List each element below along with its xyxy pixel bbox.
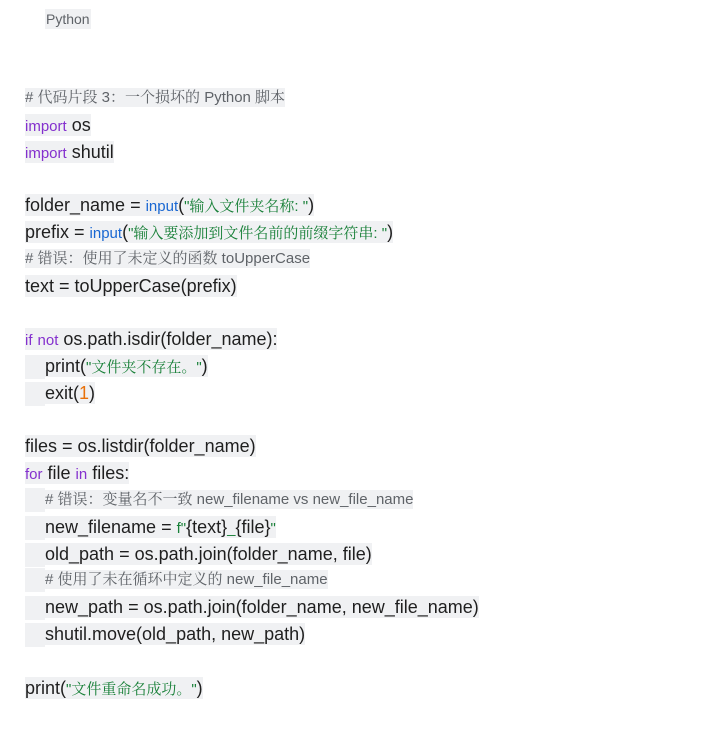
code-line — [25, 621, 479, 648]
code-line — [25, 273, 479, 300]
code-token: files = os.listdir(folder_name) — [25, 436, 256, 457]
code-token: prefix = — [25, 221, 90, 242]
code-line — [25, 139, 479, 166]
code-block — [25, 85, 479, 701]
code-line-text — [45, 382, 95, 404]
code-token: ) — [196, 677, 203, 698]
code-line-text — [25, 114, 91, 136]
code-token: {text} — [186, 516, 228, 537]
code-token: shutil.move(old_path, new_path) — [45, 623, 306, 644]
blank-line — [25, 407, 479, 434]
code-line — [25, 192, 479, 219]
code-line — [25, 85, 479, 112]
code-line-text — [45, 623, 305, 645]
code-line-text — [45, 543, 372, 565]
language-label: Python — [46, 11, 90, 27]
code-token: print( — [45, 355, 87, 376]
builtin-token: input — [145, 198, 179, 216]
code-token: text = toUpperCase(prefix) — [25, 275, 237, 296]
code-line-text — [45, 355, 208, 377]
string-token: "文件夹不存在。" — [86, 358, 202, 376]
keyword-token: import — [25, 117, 67, 135]
code-line — [25, 112, 479, 139]
code-token: new_filename = — [45, 516, 177, 537]
keyword-token: in — [75, 466, 88, 484]
indent-guide — [25, 355, 45, 379]
code-line-text — [25, 141, 114, 163]
builtin-token: input — [89, 224, 123, 242]
code-line-text — [25, 328, 277, 350]
code-token: ( — [122, 221, 129, 242]
code-token: old_path = os.path.join(folder_name, file) — [45, 543, 372, 564]
code-token: new_path = os.path.join(folder_name, new_file_name) — [45, 597, 479, 618]
comment-token: # 错误：变量名不一致 new_filename vs new_file_name — [45, 490, 414, 508]
code-token: files: — [87, 463, 130, 484]
keyword-token: for — [25, 466, 43, 484]
indent-guide — [25, 596, 45, 620]
code-token: {file} — [235, 516, 271, 537]
indent-guide — [25, 516, 45, 540]
code-token: ) — [387, 221, 394, 242]
code-line-text — [45, 490, 413, 509]
code-line — [25, 675, 479, 702]
string-token: f" — [176, 519, 187, 537]
number-token: 1 — [79, 382, 90, 403]
code-line-text — [25, 677, 203, 699]
code-token: ) — [89, 382, 96, 403]
string-token: _ — [227, 519, 236, 537]
code-line-text — [25, 194, 314, 216]
code-line — [25, 594, 479, 621]
indent-guide — [25, 623, 45, 647]
code-line-text — [45, 570, 328, 589]
code-token: os.path.isdir(folder_name): — [58, 329, 278, 350]
code-line — [25, 326, 479, 353]
code-line — [25, 353, 479, 380]
code-token: exit( — [45, 382, 80, 403]
code-token: ( — [178, 195, 185, 216]
code-line-text — [25, 221, 393, 243]
code-line-text — [25, 275, 237, 297]
keyword-token: import — [25, 144, 67, 162]
comment-token: # 使用了未在循环中定义的 new_file_name — [45, 571, 328, 589]
keyword-token: not — [37, 332, 59, 350]
keyword-token: if — [25, 332, 33, 350]
code-line — [25, 487, 479, 514]
code-line — [25, 433, 479, 460]
code-token: os — [66, 114, 91, 135]
code-token: ) — [308, 195, 315, 216]
code-line — [25, 541, 479, 568]
blank-line — [25, 299, 479, 326]
code-token: ) — [201, 355, 208, 376]
code-line-text — [25, 88, 285, 107]
blank-line — [25, 165, 479, 192]
code-line-text — [25, 462, 129, 484]
string-token: " — [270, 519, 276, 537]
indent-guide — [25, 543, 45, 567]
code-line — [25, 514, 479, 541]
code-line — [25, 460, 479, 487]
code-line — [25, 380, 479, 407]
code-line-text — [25, 435, 256, 457]
blank-line — [25, 648, 479, 675]
code-token: folder_name = — [25, 195, 146, 216]
indent-guide — [25, 488, 45, 512]
code-line — [25, 219, 479, 246]
code-token: print( — [25, 677, 67, 698]
code-line-text — [25, 249, 310, 268]
code-line-text — [45, 516, 276, 538]
string-token: "输入要添加到文件名前的前缀字符串: " — [128, 224, 388, 242]
code-line — [25, 246, 479, 273]
code-line-text — [45, 596, 479, 618]
string-token: "文件重命名成功。" — [66, 680, 197, 698]
code-token: shutil — [66, 141, 114, 162]
code-token: file — [42, 463, 76, 484]
indent-guide — [25, 382, 45, 406]
string-token: "输入文件夹名称: " — [184, 198, 309, 216]
comment-token: # 错误：使用了未定义的函数 toUpperCase — [25, 249, 311, 267]
indent-guide — [25, 568, 45, 592]
code-line — [25, 567, 479, 594]
comment-token: # 代码片段 3：一个损坏的 Python 脚本 — [25, 89, 286, 106]
